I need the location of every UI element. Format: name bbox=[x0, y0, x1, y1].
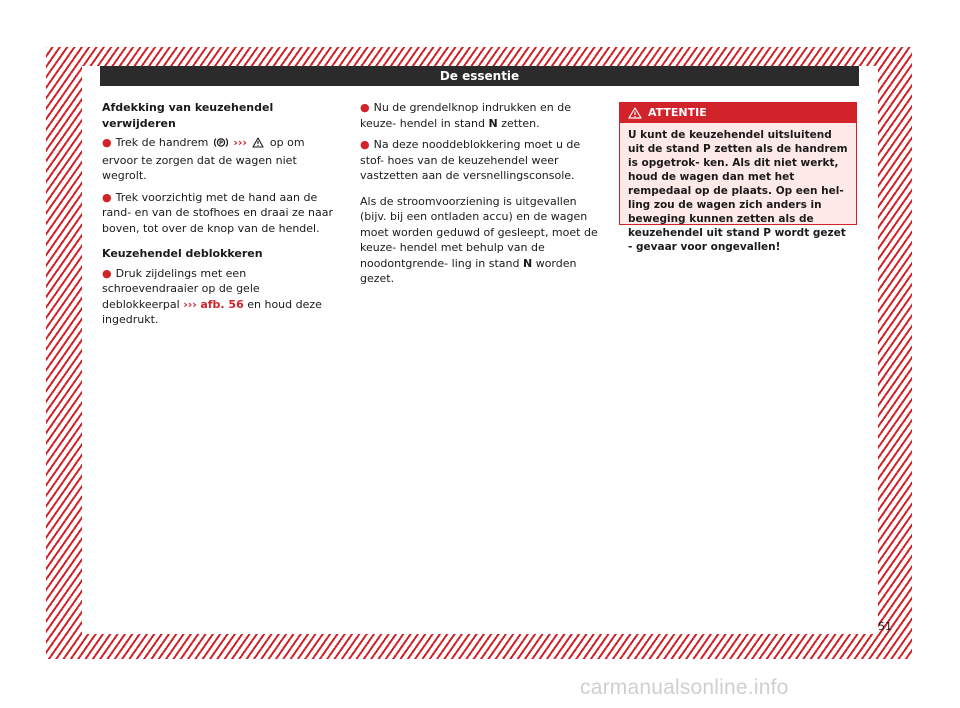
warning-triangle-icon bbox=[628, 106, 648, 119]
warning-title: ATTENTIE bbox=[648, 106, 707, 119]
watermark: carmanualsonline.info bbox=[580, 676, 789, 699]
middle-column bbox=[360, 100, 600, 293]
figure-reference-link[interactable]: afb. 56 bbox=[200, 297, 244, 311]
list-item: ● Trek de handrem P ››› op om ervoor te zorgen dat de wagen niet wegrolt. bbox=[102, 136, 305, 182]
warning-header bbox=[620, 103, 856, 123]
handbrake-icon bbox=[214, 137, 228, 153]
warning-triangle-icon bbox=[252, 137, 264, 153]
page-number: 51 bbox=[878, 620, 892, 633]
paragraph: Als de stroomvoorziening is uitgevallen (bijv. bij een ontladen accu) en de wagen moet worden geduwd of gesleept, moet de keuze- hendel met behulp van de noodontgrende- ling in stand N worden gezet. bbox=[360, 194, 598, 285]
list-item: ● Druk zijdelings met een schroevendraaier op de gele deblokkeerpal ››› afb. 56 en houd deze ingedrukt. bbox=[102, 266, 322, 326]
section-heading-remove-cover: Afdekking van keuzehendel verwijderen bbox=[102, 101, 274, 130]
left-column bbox=[102, 100, 338, 334]
bullet-icon: ● bbox=[360, 138, 370, 151]
page-header: De essentie bbox=[100, 66, 859, 86]
section-heading-unlock-lever: Keuzehendel deblokkeren bbox=[102, 247, 263, 260]
reference-arrow-icon: ››› bbox=[233, 136, 247, 149]
list-item: ● Trek voorzichtig met de hand aan de rand- en van de stofhoes en draai ze naar boven, tot over de knop van de hendel. bbox=[102, 190, 334, 235]
list-item: ● Na deze nooddeblokkering moet u de stof- hoes van de keuzehendel weer vastzetten aan de versnellingsconsole. bbox=[360, 138, 581, 182]
list-item: ● Nu de grendelknop indrukken en de keuze- hendel in stand N zetten. bbox=[360, 101, 571, 130]
reference-arrow-icon: ››› bbox=[183, 297, 197, 311]
svg-text:P: P bbox=[218, 140, 223, 147]
bullet-icon: ● bbox=[102, 136, 112, 149]
warning-text: U kunt de keuzehendel uitsluitend uit de stand P zetten als de handrem is opgetrok- ken. Als dit niet werkt, houd de wagen dan met het rempedaal op de plaats. Op een hel- ling zou de wagen zich anders in beweging kunnen zetten als de keuzehendel uit stand P wordt gezet - gevaar voor ongevallen! bbox=[628, 129, 848, 253]
warning-box bbox=[619, 102, 857, 253]
bullet-icon: ● bbox=[102, 266, 112, 280]
bullet-icon: ● bbox=[102, 190, 112, 204]
bullet-icon: ● bbox=[360, 101, 370, 114]
